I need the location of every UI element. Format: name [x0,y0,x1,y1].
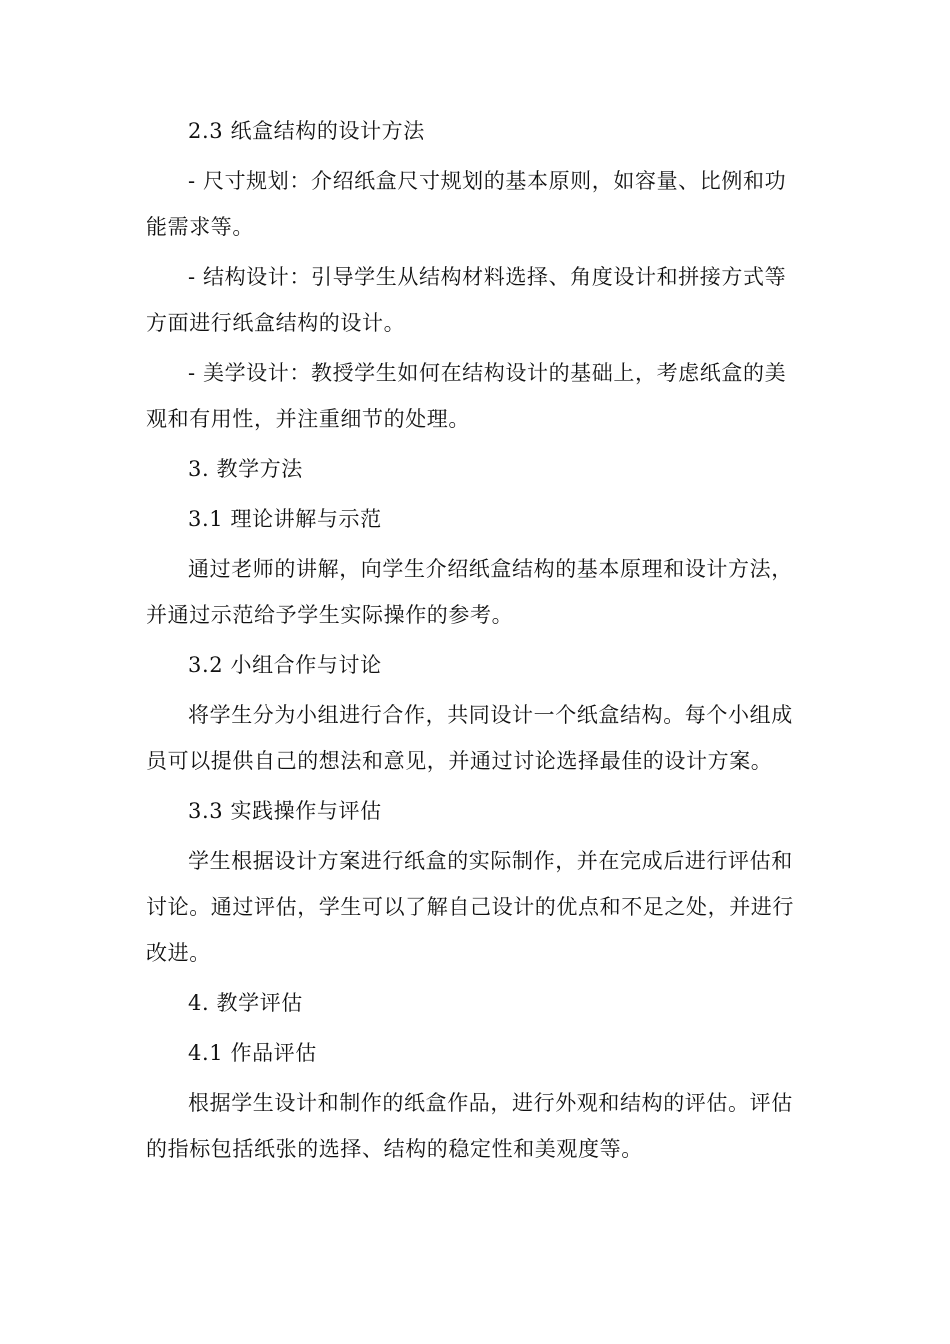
section-heading-3: 3. 教学方法 [188,457,303,481]
section-heading-3-2: 3.2 小组合作与讨论 [188,653,382,677]
bullet-structure-design: - 结构设计：引导学生从结构材料选择、角度设计和拼接方式等方面进行纸盒结构的设计。 [146,265,787,335]
paragraph-work-assessment: 根据学生设计和制作的纸盒作品，进行外观和结构的评估。评估的指标包括纸张的选择、结构的稳定性和美观度等。 [146,1091,793,1161]
paragraph-practice: 学生根据设计方案进行纸盒的实际制作，并在完成后进行评估和讨论。通过评估，学生可以了解自己设计的优点和不足之处，并进行改进。 [146,849,794,965]
section-heading-3-1: 3.1 理论讲解与示范 [188,507,382,531]
document-body [146,108,806,1172]
bullet-aesthetic-design: - 美学设计：教授学生如何在结构设计的基础上，考虑纸盒的美观和有用性，并注重细节的处理。 [146,361,787,431]
section-heading-4: 4. 教学评估 [188,991,303,1015]
bullet-size-planning: - 尺寸规划：介绍纸盒尺寸规划的基本原则，如容量、比例和功能需求等。 [146,169,787,239]
section-heading-3-3: 3.3 实践操作与评估 [188,799,382,823]
paragraph-theory: 通过老师的讲解，向学生介绍纸盒结构的基本原理和设计方法，并通过示范给予学生实际操作的参考。 [146,557,793,627]
section-heading-2-3: 2.3 纸盒结构的设计方法 [188,119,425,143]
section-heading-4-1: 4.1 作品评估 [188,1041,317,1065]
paragraph-group-work: 将学生分为小组进行合作，共同设计一个纸盒结构。每个小组成员可以提供自己的想法和意见，并通过讨论选择最佳的设计方案。 [146,703,793,773]
